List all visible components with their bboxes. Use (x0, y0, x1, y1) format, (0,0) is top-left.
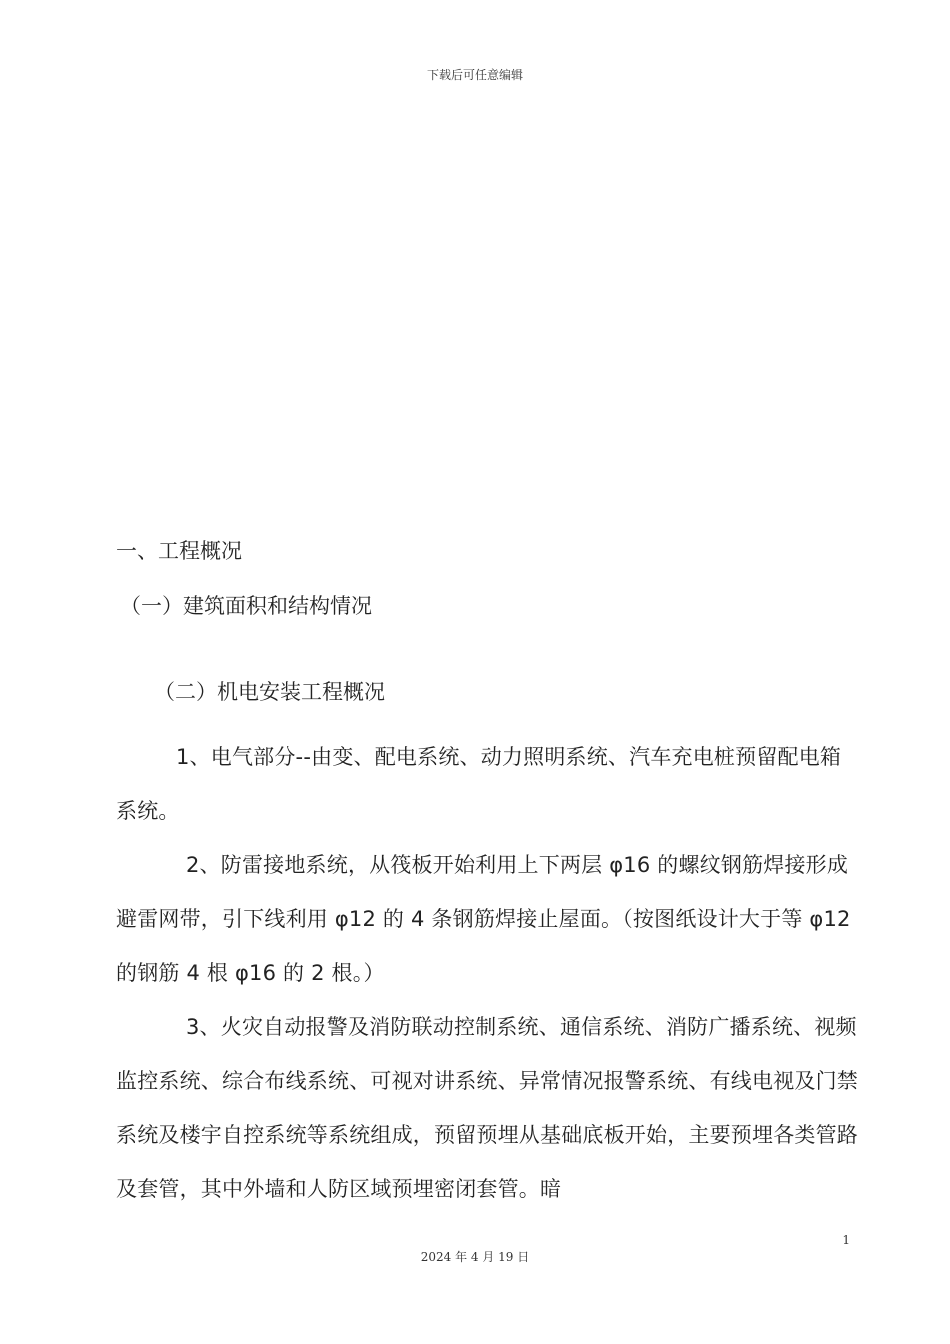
paragraph-electrical-text: 1、电气部分--由变、配电系统、动力照明系统、汽车充电桩预留配电箱系统。 (116, 745, 842, 823)
heading-mep-overview: （二）机电安装工程概况 (154, 680, 385, 704)
heading-building-area: （一）建筑面积和结构情况 (120, 594, 372, 618)
document-body (116, 535, 856, 1216)
header-note: 下载后可任意编辑 (426, 68, 523, 82)
paragraph-electrical (116, 730, 856, 838)
paragraph-fire-alarm-text: 3、火灾自动报警及消防联动控制系统、通信系统、消防广播系统、视频监控系统、综合布线系统、可视对讲系统、异常情况报警系统、有线电视及门禁系统及楼宇自控系统等系统组成，预留预埋从基础底板开始，主要预埋各类管路及套管，其中外墙和人防区域预埋密闭套管。暗 (116, 1015, 858, 1201)
paragraph-lightning-text: 2、防雷接地系统，从筏板开始利用上下两层 φ16 的螺纹钢筋焊接形成避雷网带，引下线利用 φ12 的 4 条钢筋焊接止屋面。（按图纸设计大于等 φ12 的钢筋 4 根 φ16 的 2 根。） (116, 853, 851, 985)
page-number: 1 (842, 1233, 850, 1247)
paragraph-lightning (116, 838, 856, 1000)
footer-date: 2024 年 4 月 19 日 (420, 1250, 530, 1264)
heading-project-overview: 一、工程概况 (116, 539, 242, 563)
paragraph-fire-alarm (116, 1000, 861, 1216)
